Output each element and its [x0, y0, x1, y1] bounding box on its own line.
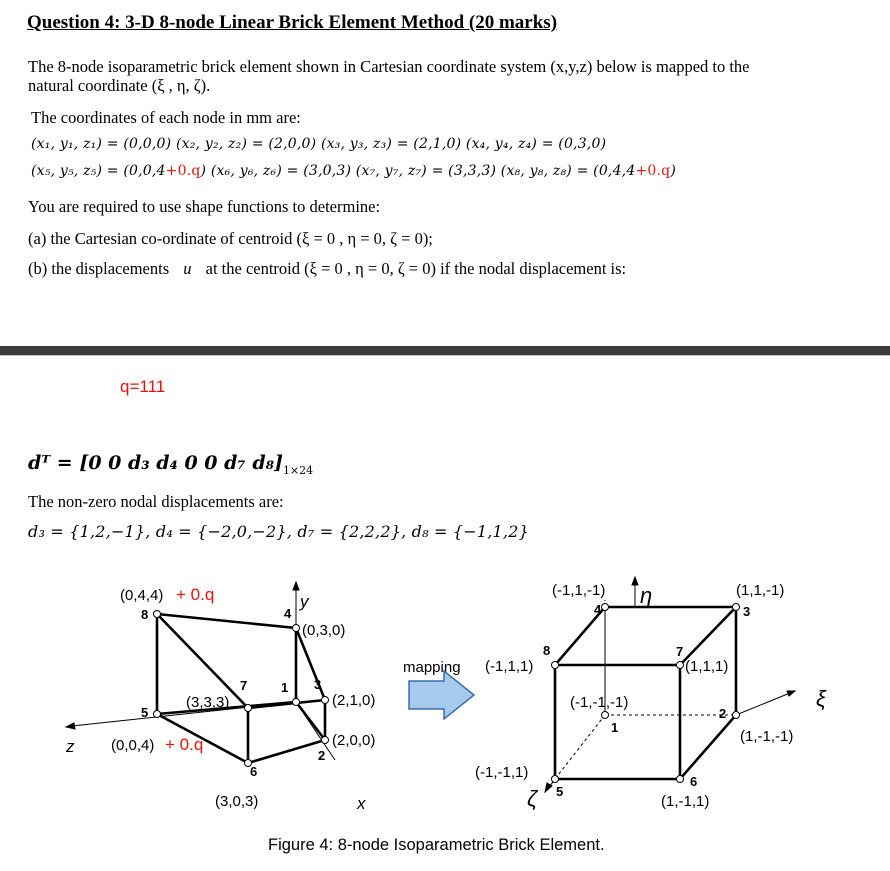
z-axis-arrow [66, 723, 75, 729]
coords-row-2 [31, 163, 676, 179]
required-text: You are required to use shape functions to determine: [28, 197, 381, 216]
left-node-num-2: 2 [318, 748, 326, 763]
node-2 [322, 737, 329, 744]
section-divider [0, 346, 890, 355]
coords-intro: The coordinates of each node in mm are: [31, 108, 301, 127]
left-axis-x: x [357, 794, 366, 813]
right-node-num-3: 3 [743, 604, 751, 619]
displacement-vector-subscript: 1×24 [282, 463, 314, 477]
section-divider-shadow [0, 355, 890, 356]
natural-element [555, 607, 736, 779]
xi-axis-line [736, 693, 790, 715]
cube-node-6 [677, 776, 684, 783]
right-axis-zeta: ζ [527, 786, 538, 811]
nonzero-values: d₃ = {1,2,−1}, d₄ = {−2,0,−2}, d₇ = {2,2,2}, d₈ = {−1,1,2} [28, 522, 529, 541]
node-5 [154, 711, 161, 718]
left-node-num-1: 1 [281, 680, 289, 695]
coords-row-2-part-c: ) [670, 163, 676, 179]
figure-caption: Figure 4: 8-node Isoparametric Brick Element. [268, 836, 605, 854]
q-value: q=111 [120, 377, 166, 396]
left-n5-red: + 0.q [165, 735, 204, 754]
cube-node-7 [677, 662, 684, 669]
left-n3-coord: (2,1,0) [332, 692, 376, 709]
intro-line-1: The 8-node isoparametric brick element shown in Cartesian coordinate system (x,y,z) below is mapped to the [28, 57, 750, 76]
right-node-num-6: 6 [690, 774, 698, 789]
part-b-text-1: (b) the displacements [28, 259, 170, 278]
right-node-num-2: 2 [719, 706, 727, 721]
cube-node-2 [733, 712, 740, 719]
brick-element-figure [0, 570, 890, 871]
cube-edge-7-3 [680, 607, 736, 665]
edge-6-2 [248, 740, 325, 763]
cube-edge-6-2 [680, 715, 736, 779]
part-b-u: u [183, 259, 192, 278]
right-n8-coord: (-1,1,1) [485, 658, 534, 675]
left-n7-coord: (3,3,3) [186, 694, 230, 711]
node-1 [293, 699, 300, 706]
right-node-num-7: 7 [676, 644, 684, 659]
cube-node-8 [552, 662, 559, 669]
displacement-vector [28, 452, 313, 477]
left-n2-coord: (2,0,0) [332, 732, 376, 749]
node-7 [245, 705, 252, 712]
part-a: (a) the Cartesian co-ordinate of centroid (ξ = 0 , η = 0, ζ = 0); [28, 229, 433, 248]
edge-8-4 [157, 614, 296, 628]
left-node-num-3: 3 [314, 677, 322, 692]
coords-row-1: (x₁, y₁, z₁) = (0,0,0) (x₂, y₂, z₂) = (2,0,0) (x₃, y₃, z₃) = (2,1,0) (x₄, y₄, z₄) = (0,3,0) [31, 136, 607, 152]
node-3 [322, 697, 329, 704]
natural-nodes [552, 604, 740, 783]
right-node-num-5: 5 [556, 784, 564, 799]
eta-axis-arrow [632, 577, 638, 585]
right-axis-eta: η [640, 583, 653, 608]
mapping-arrow [409, 671, 474, 719]
right-node-num-8: 8 [543, 643, 551, 658]
left-n8-coord: (0,4,4) [120, 587, 164, 604]
left-node-num-8: 8 [141, 607, 149, 622]
left-node-num-7: 7 [240, 678, 248, 693]
z-axis-line [72, 702, 296, 726]
right-n5-coord: (-1,-1,1) [475, 764, 529, 781]
right-node-num-1: 1 [611, 720, 619, 735]
right-node-num-4: 4 [594, 602, 602, 617]
cube-node-5 [552, 776, 559, 783]
part-b [28, 259, 626, 279]
cube-node-3 [733, 604, 740, 611]
natural-axes [545, 577, 795, 792]
intro-line-2: natural coordinate (ξ , η, ζ). [28, 76, 211, 95]
left-node-num-6: 6 [250, 764, 258, 779]
coords-row-2-part-a: (x₅, y₅, z₅) = (0,0,4 [31, 163, 166, 179]
nonzero-label: The non-zero nodal displacements are: [28, 492, 284, 511]
left-n4-coord: (0,3,0) [302, 622, 346, 639]
right-n7-coord: (1,1,1) [685, 658, 729, 675]
right-axis-xi: ξ [816, 686, 826, 711]
node-8 [154, 611, 161, 618]
xi-axis-arrow [787, 691, 795, 696]
left-axis-y: y [300, 592, 309, 611]
part-b-text-2: at the centroid (ξ = 0 , η = 0, ζ = 0) if the nodal displacement is: [205, 259, 627, 278]
cube-node-1 [602, 712, 609, 719]
right-n6-coord: (1,-1,1) [661, 793, 710, 810]
left-axis-z: z [66, 737, 75, 756]
node-4 [293, 625, 300, 632]
left-n6-coord: (3,0,3) [215, 793, 259, 810]
coords-row-2-part-b: ) (x₆, y₆, z₆) = (3,0,3) (x₇, y₇, z₇) = (3,3,3) (x₈, y₈, z₈) = (0,4,4 [200, 163, 636, 179]
physical-axes [66, 582, 335, 760]
question-title: Question 4: 3-D 8-node Linear Brick Element Method (20 marks) [27, 12, 558, 33]
right-n1-coord: (-1,-1,-1) [570, 694, 629, 711]
left-n5-coord: (0,0,4) [111, 737, 155, 754]
displacement-vector-text: dᵀ = [0 0 d₃ d₄ 0 0 d₇ d₈] [28, 452, 283, 474]
coords-row-2-red-a: +0.q [165, 163, 201, 179]
coords-row-2-red-b: +0.q [635, 163, 671, 179]
cube-hidden-1-5 [555, 715, 605, 779]
left-node-num-5: 5 [141, 705, 149, 720]
right-n3-coord: (1,1,-1) [736, 582, 785, 599]
cube-node-4 [602, 604, 609, 611]
right-n2-coord: (1,-1,-1) [740, 728, 794, 745]
y-axis-arrow [293, 582, 299, 590]
left-node-num-4: 4 [284, 606, 292, 621]
x-axis-line [296, 702, 335, 760]
mapping-label: mapping [403, 659, 461, 676]
right-n4-coord: (-1,1,-1) [552, 582, 606, 599]
left-n8-red: + 0.q [176, 585, 215, 604]
